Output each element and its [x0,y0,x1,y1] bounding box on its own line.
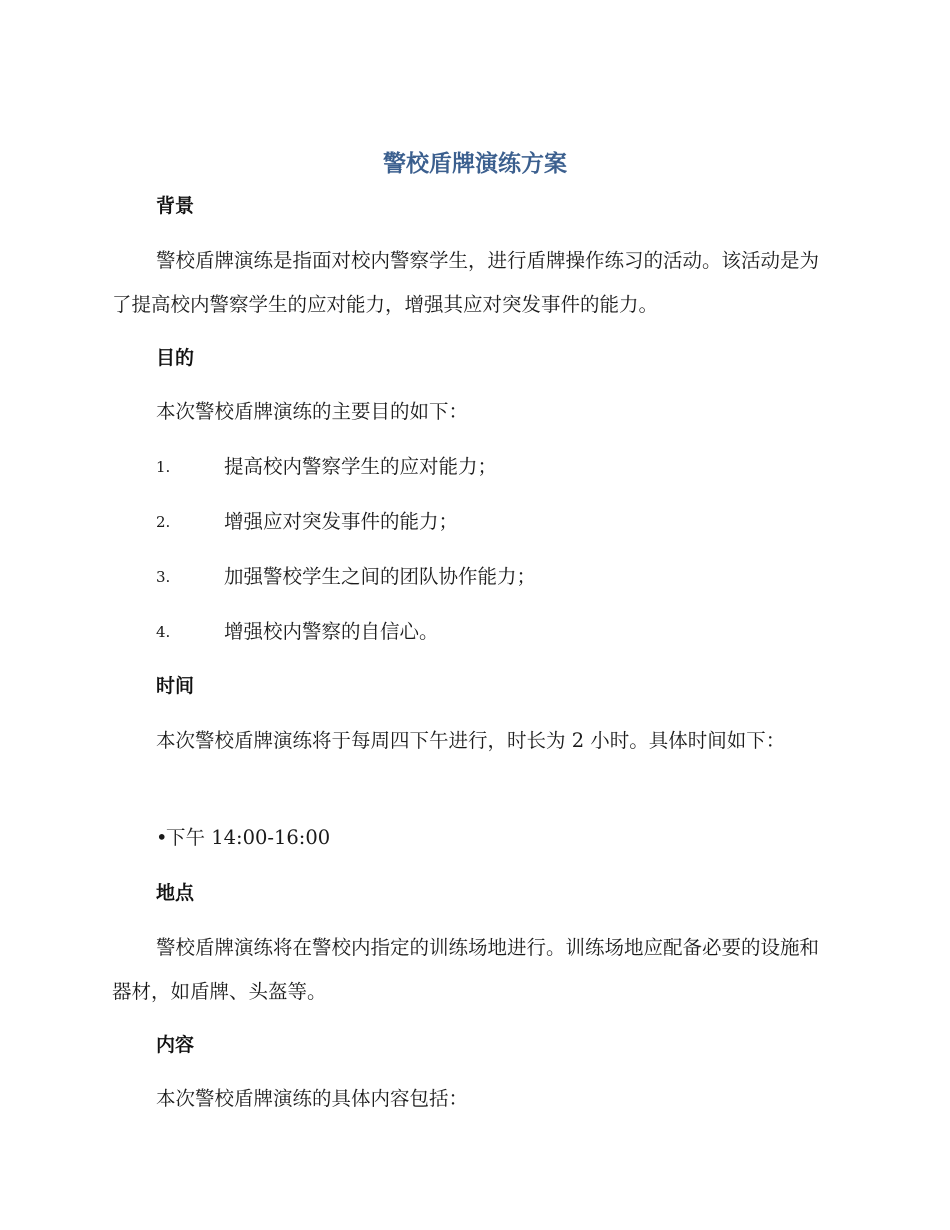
list-item-text: 增强校内警察的自信心。 [224,620,439,643]
list-number: 1. [156,458,171,476]
purpose-intro: 本次警校盾牌演练的主要目的如下： [156,400,469,423]
bullet-icon: • [156,826,168,849]
time-bullet-text: 下午 14:00-16:00 [166,826,331,849]
section-heading-time: 时间 [156,675,195,697]
content-intro: 本次警校盾牌演练的具体内容包括： [156,1087,469,1110]
background-paragraph: 警校盾牌演练是指面对校内警察学生，进行盾牌操作练习的活动。该活动是为了提高校内警察学生的应对能力，增强其应对突发事件的能力。 [112,249,820,316]
list-item-text: 提高校内警察学生的应对能力； [224,455,498,478]
list-number: 3. [156,568,171,586]
time-bullet [156,823,330,853]
location-paragraph: 警校盾牌演练将在警校内指定的训练场地进行。训练场地应配备必要的设施和器材，如盾牌、头盔等。 [112,936,820,1003]
list-number: 4. [156,623,171,641]
list-item-text: 加强警校学生之间的团队协作能力； [224,565,537,588]
section-heading-background: 背景 [156,195,195,217]
list-number: 2. [156,513,171,531]
section-heading-content: 内容 [156,1034,195,1056]
time-paragraph: 本次警校盾牌演练将于每周四下午进行，时长为 2 小时。具体时间如下： [156,729,786,752]
section-heading-location: 地点 [156,882,195,904]
document-title: 警校盾牌演练方案 [383,151,567,177]
list-item-text: 增强应对突发事件的能力； [224,510,459,533]
section-heading-purpose: 目的 [156,347,195,369]
